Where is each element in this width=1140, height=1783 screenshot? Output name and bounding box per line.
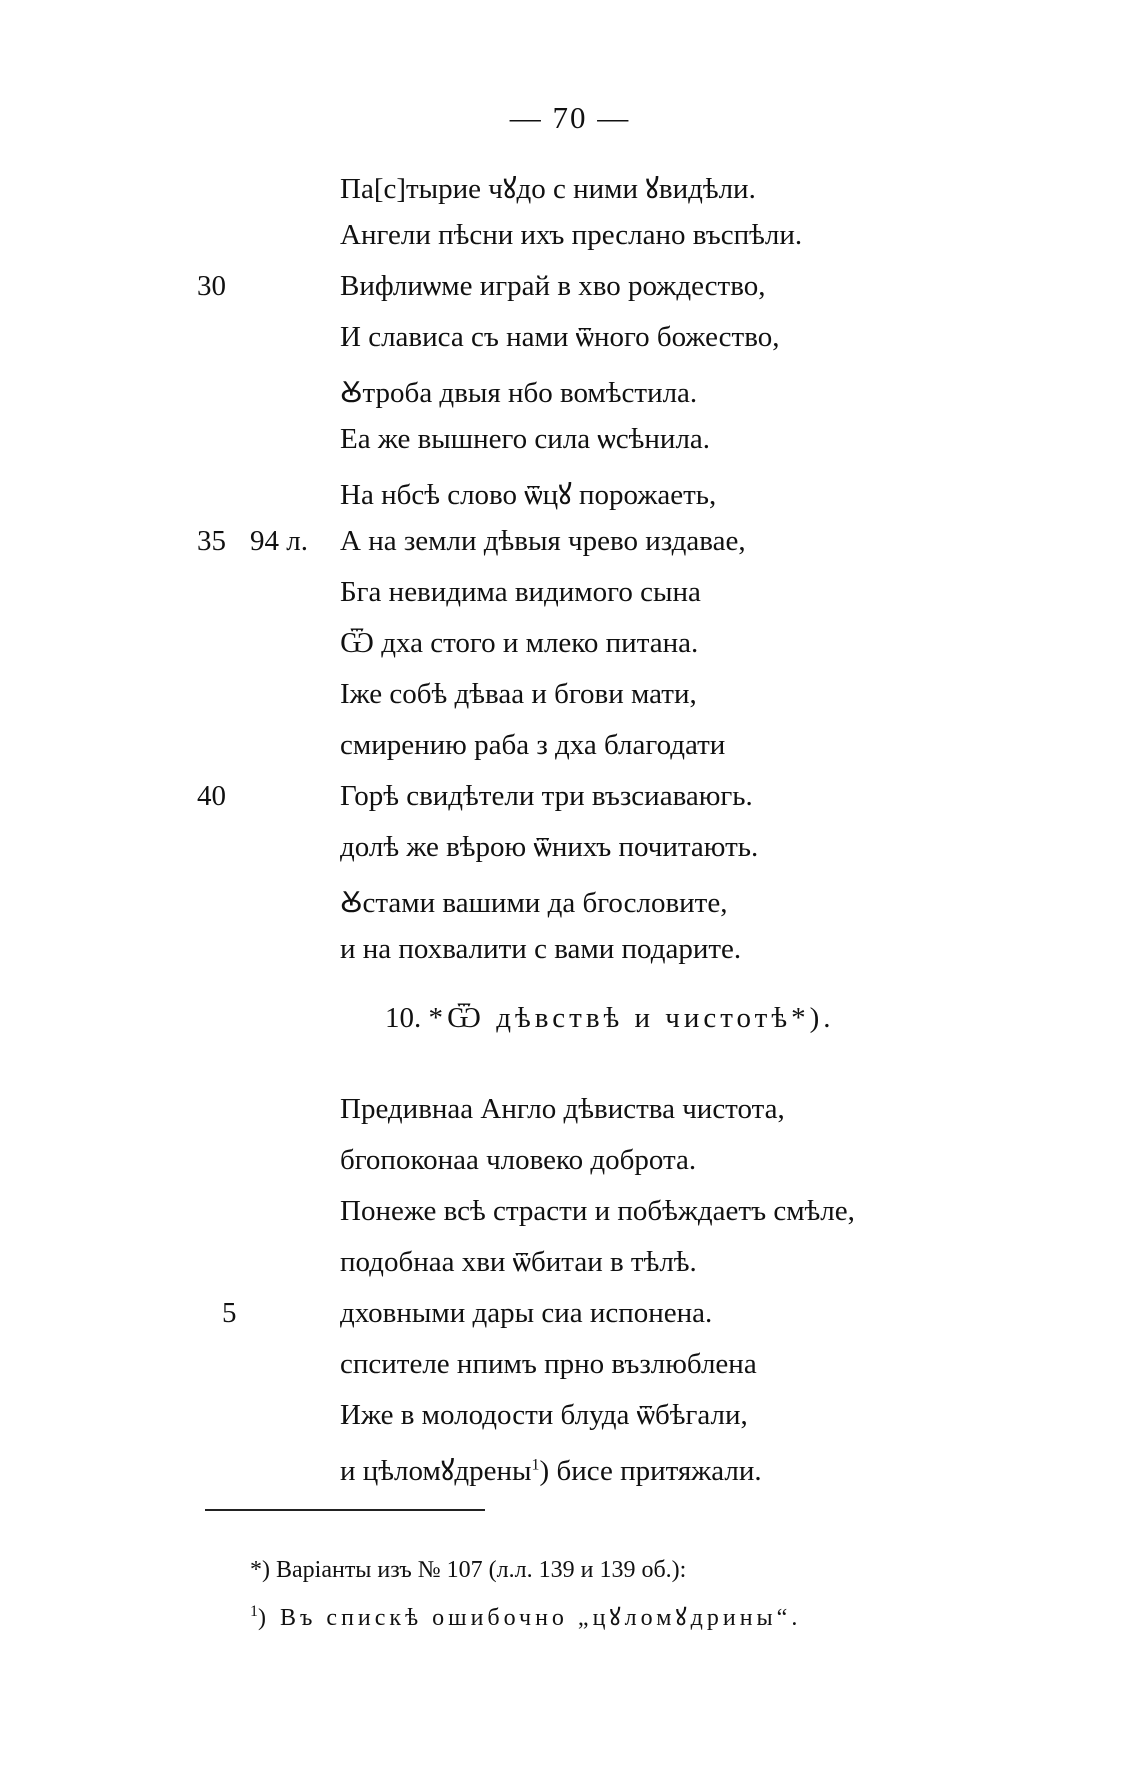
heading-number: 10. xyxy=(385,1002,422,1034)
poem-line: долѣ же вѣрою ѿнихъ почитають. xyxy=(340,831,759,863)
footnote-star: *) Варіанты изъ № 107 (л.л. 139 и 139 об.): xyxy=(250,1557,687,1583)
poem-line xyxy=(340,1450,762,1489)
poem-line: спсителе нпимъ прно възлюблена xyxy=(340,1348,757,1380)
line-number: 40 xyxy=(197,780,226,812)
poem-line-start: и цѣломꙋдрены xyxy=(340,1455,532,1487)
poem-line: Па[с]тырие чꙋдо с ними ꙋвидѣли. xyxy=(340,173,756,205)
poem-line: Ангели пѣсни ихъ преслано въспѣли. xyxy=(340,219,803,251)
poem-line: Иже в молодости блуда ѿбѣгали, xyxy=(340,1399,748,1431)
poem-line: А на земли дѣвыя чрево издавае, xyxy=(340,525,746,557)
poem-line: Іже собѣ дѣваа и бгови мати, xyxy=(340,678,697,710)
footnote-one-text: ) Въ спискѣ ошибочно „цꙋломꙋдрины“. xyxy=(258,1605,802,1631)
line-number: 5 xyxy=(222,1297,237,1329)
poem-line: Ꙋтроба двыя нбо вомѣстила. xyxy=(340,377,698,409)
line-number: 30 xyxy=(197,270,226,302)
poem-line: Бга невидима видимого сына xyxy=(340,576,701,608)
page-number: — 70 — xyxy=(509,100,631,135)
line-number: 35 xyxy=(197,525,226,557)
footnote-one-marker: 1 xyxy=(250,1603,258,1620)
footnote-one xyxy=(250,1600,801,1633)
heading-title: *Ѿ дѣвствѣ и чистотѣ*). xyxy=(428,1002,835,1034)
poem-line: подобнаа хви ѿбитаи в тѣлѣ. xyxy=(340,1246,697,1278)
poem-line: Ѿ дха стого и млеко питана. xyxy=(340,627,699,659)
section-heading xyxy=(385,1002,835,1035)
poem-line: И слависа съ нами ѿного божество, xyxy=(340,321,780,353)
poem-line-end: ) бисе притяжали. xyxy=(539,1455,762,1487)
poem-line: Предивнаа Англо дѣвиства чистота, xyxy=(340,1093,785,1125)
poem-line: дховными дары сиа испонена. xyxy=(340,1297,713,1329)
poem-line: Горѣ свидѣтели три възсиаваюгь. xyxy=(340,780,753,812)
poem-line: Ꙋстами вашими да бгословите, xyxy=(340,887,728,919)
poem-line: Понеже всѣ страсти и побѣждаетъ смѣле, xyxy=(340,1195,855,1227)
folio-reference: 94 л. xyxy=(250,525,308,557)
poem-line: Еа же вышнего сила ѡсѣнила. xyxy=(340,423,711,455)
poem-line: бгопоконаа чловеко доброта. xyxy=(340,1144,697,1176)
footnote-rule xyxy=(205,1509,485,1511)
poem-line: смирению раба з дха благодати xyxy=(340,729,726,761)
poem-line: На нбсѣ слово ѿцꙋ порожаеть, xyxy=(340,479,717,511)
poem-line: Вифлиѡме играй в хво рождество, xyxy=(340,270,766,302)
footnote-marker: 1 xyxy=(531,1456,540,1474)
poem-line: и на похвалити с вами подарите. xyxy=(340,933,742,965)
